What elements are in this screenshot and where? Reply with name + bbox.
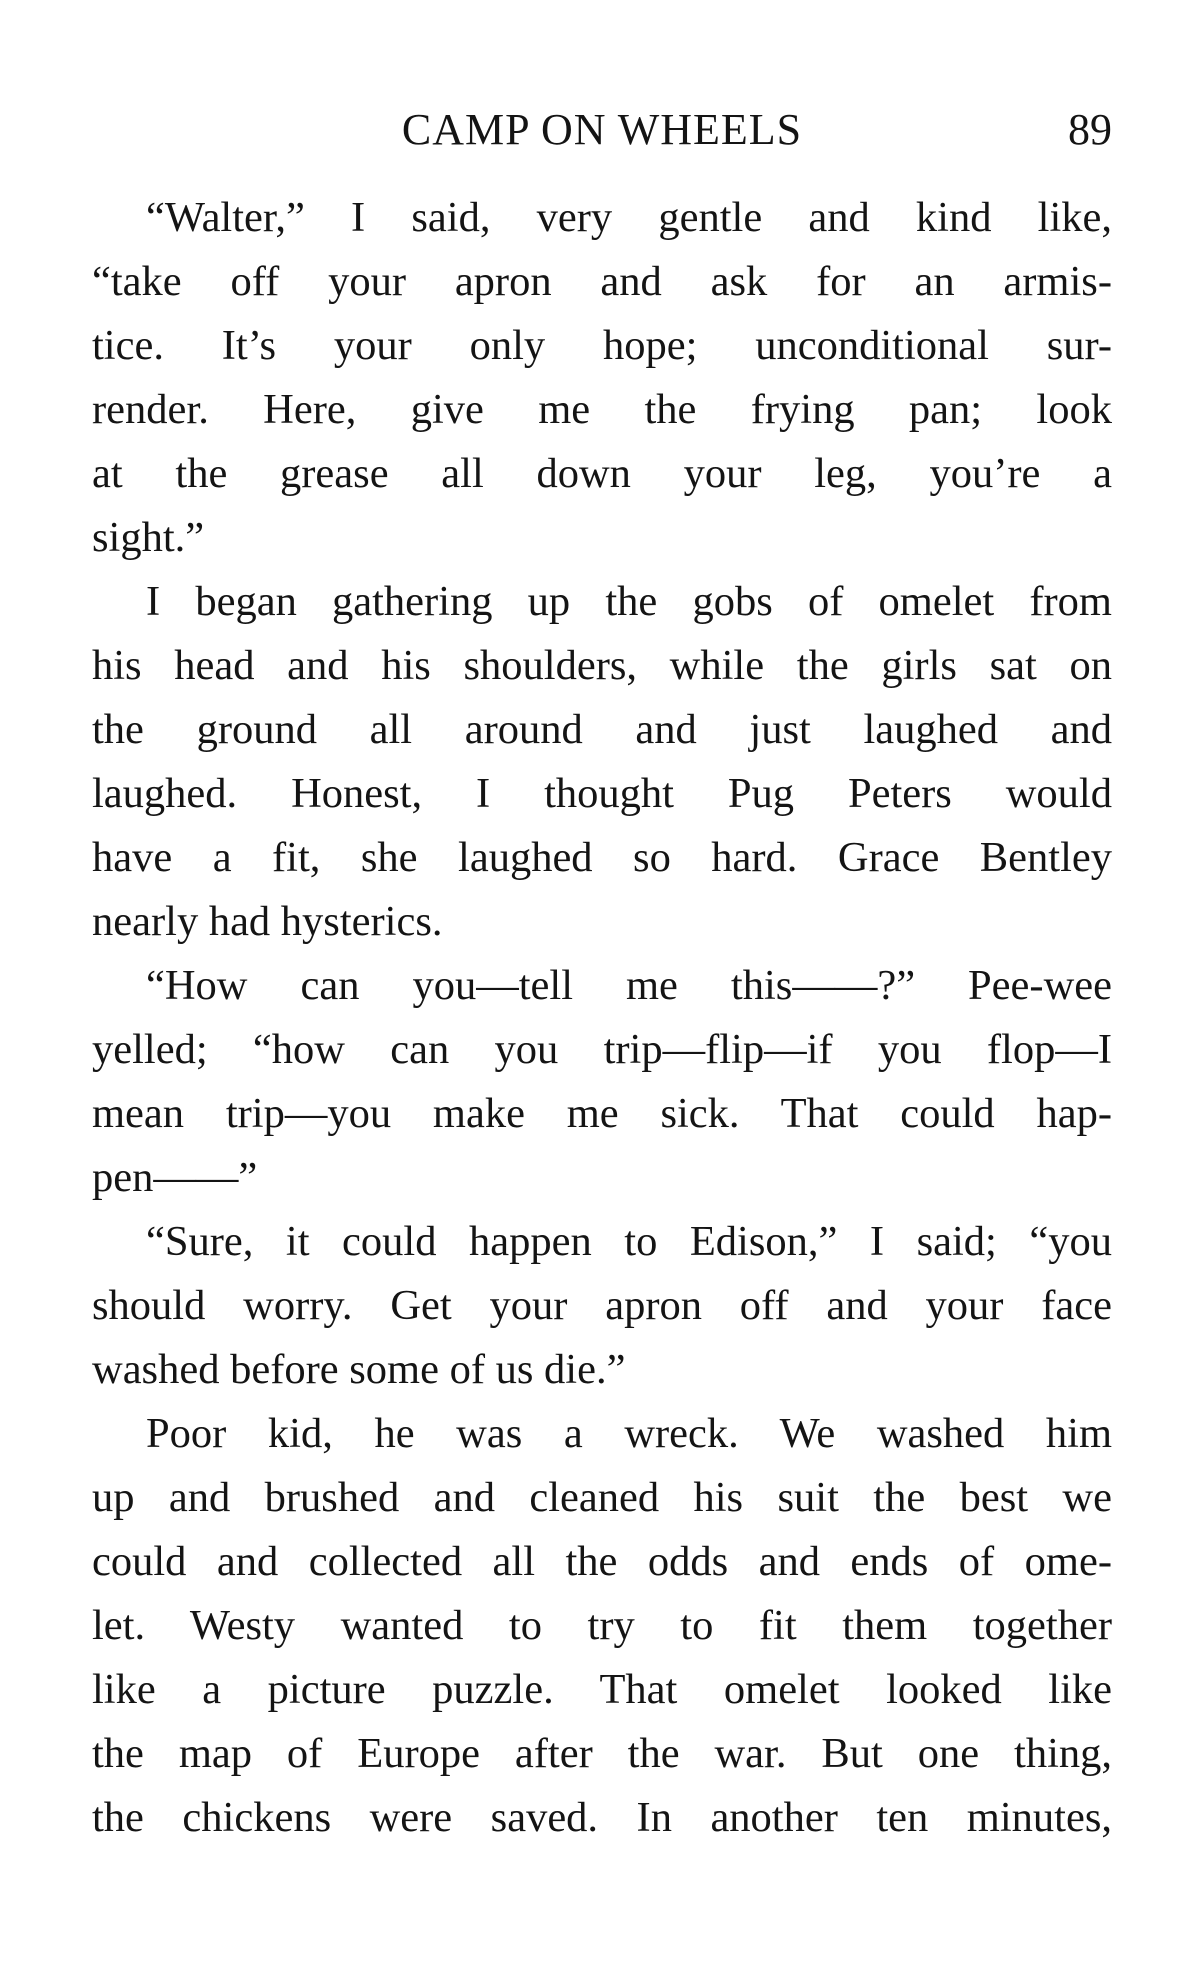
paragraph <box>92 1402 1112 1850</box>
text-line: have a fit, she laughed so hard. Grace Bentley <box>92 834 1112 881</box>
text-line: render. Here, give me the frying pan; look <box>92 386 1112 433</box>
running-title: CAMP ON WHEELS <box>401 105 803 154</box>
text-line: pen——” <box>92 1154 258 1201</box>
text-line: washed before some of us die.” <box>92 1346 626 1393</box>
text-line: the ground all around and just laughed and <box>92 706 1112 753</box>
text-line: could and collected all the odds and ends of ome- <box>92 1538 1112 1585</box>
text-line: mean trip—you make me sick. That could hap- <box>92 1090 1112 1137</box>
text-body <box>92 186 1112 1850</box>
text-line: the map of Europe after the war. But one thing, <box>92 1730 1112 1777</box>
text-line: sight.” <box>92 514 205 561</box>
text-line: should worry. Get your apron off and your face <box>92 1282 1112 1329</box>
text-line: Poor kid, he was a wreck. We washed him <box>146 1410 1112 1457</box>
text-line: yelled; “how can you trip—flip—if you flop—I <box>92 1026 1112 1073</box>
paragraph <box>92 1210 1112 1402</box>
page-number: 89 <box>1068 105 1112 154</box>
text-line: his head and his shoulders, while the girls sat on <box>92 642 1112 689</box>
text-line: the chickens were saved. In another ten minutes, <box>92 1794 1112 1841</box>
text-line: nearly had hysterics. <box>92 898 443 945</box>
text-line: “Walter,” I said, very gentle and kind like, <box>146 194 1112 241</box>
paragraph <box>92 570 1112 954</box>
running-head <box>92 100 1112 160</box>
text-line: at the grease all down your leg, you’re a <box>92 450 1112 497</box>
paragraph <box>92 186 1112 570</box>
text-line: like a picture puzzle. That omelet looked like <box>92 1666 1112 1713</box>
paragraph <box>92 954 1112 1210</box>
text-line: “Sure, it could happen to Edison,” I said; “you <box>146 1218 1112 1265</box>
text-line: up and brushed and cleaned his suit the best we <box>92 1474 1112 1521</box>
text-line: laughed. Honest, I thought Pug Peters would <box>92 770 1112 817</box>
text-line: I began gathering up the gobs of omelet from <box>146 578 1112 625</box>
text-line: “take off your apron and ask for an armis- <box>92 258 1112 305</box>
text-line: let. Westy wanted to try to fit them together <box>92 1602 1112 1649</box>
text-line: “How can you—tell me this——?” Pee-wee <box>146 962 1112 1009</box>
text-line: tice. It’s your only hope; unconditional sur- <box>92 322 1112 369</box>
